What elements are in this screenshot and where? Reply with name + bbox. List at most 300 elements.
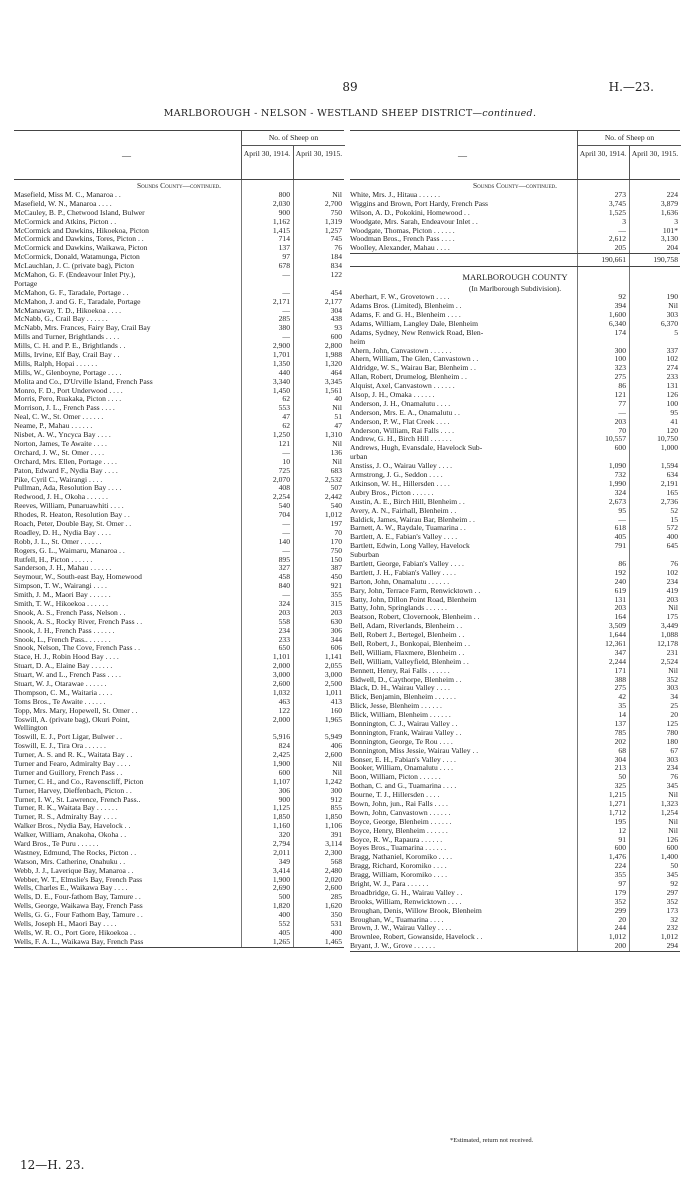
sheep-1915: 274 [666,363,678,373]
owner-name: McNabb, Mrs. Frances, Fairy Bay, Crail Bay [14,324,151,333]
table-row [14,511,344,520]
sheep-1915: 1,323 [660,799,678,808]
table-row [350,569,680,578]
sheep-1915: 122 [330,270,342,280]
sheep-1915: 2,600 [324,750,342,760]
sheep-1914: 62 [282,421,290,431]
owner-name: McCormick, Donald, Watamunga, Picton [14,253,140,262]
sheep-1915: 454 [330,287,342,297]
table-row [14,440,344,449]
owner-name: Roach, Peter, Double Bay, St. Omer . . [14,519,132,528]
right-name-column-header: — [458,151,467,161]
table-row [350,738,680,747]
sheep-1914: 1,125 [272,803,290,813]
sheep-1915: 12,178 [657,638,678,648]
table-row [14,840,344,849]
sheep-1914: 240 [614,576,626,586]
table-row [14,644,344,653]
table-row [14,502,344,511]
sheep-1914: 2,000 [272,661,290,671]
sheep-1915: 52 [670,505,678,515]
owner-name: Neal, C. W., St. Omer . . . . . . [14,413,104,422]
sheep-1914: 192 [614,567,626,577]
table-row [14,244,344,253]
sheep-1915: 50 [670,861,678,871]
owner-name: Anderson, J. H., Onamalutu . . . . [350,399,451,408]
right-year1-header: April 30, 1914. [577,146,628,179]
owner-name: Adams, F. and G. H., Blenheim . . . . [350,311,461,320]
table-row [14,280,344,289]
owner-name: Alsop, J. H., Omaka . . . . . . [350,391,435,400]
sheep-1915: 34 [670,692,678,702]
table-row [350,622,680,631]
sheep-1915: 300 [330,785,342,795]
table-row [350,453,680,462]
sheep-1915: 170 [330,536,342,546]
sheep-1915: 32 [670,914,678,924]
sheep-1915: 3,345 [324,376,342,386]
owner-name: Bragg, Richard, Koromiko . . . . [350,862,447,871]
owner-name: Anderson, William, Rai Falls . . . . [350,426,454,435]
table-row [350,498,680,507]
owner-name: Anderson, Mrs. E. A., Onamalutu . . [350,408,460,417]
sheep-1914: 791 [614,541,626,551]
sheep-1914: 2,000 [272,714,290,724]
sheep-1915: 131 [666,381,678,391]
owner-name: Masefield, Miss M. C., Manaroa . . [14,191,121,199]
table-row [350,235,680,244]
sheep-1914: 2,244 [608,656,626,666]
owner-name: Norton, James, Te Awaite . . . . [14,439,107,448]
owner-name: Wiggins and Brown, Port Hardy, French Pass [350,199,488,208]
sheep-1914: 2,673 [608,496,626,506]
table-row [350,631,680,640]
sheep-1914: 200 [614,941,626,951]
sheep-1915: 1,319 [324,216,342,226]
owner-name: Andrews, Hugh, Evansdale, Havelock Sub- [350,444,483,453]
table-row [350,693,680,702]
sheep-1914: 380 [278,323,290,333]
sheep-1915: Nil [668,816,678,826]
owner-name: Robb, J. L., St. Omer . . . . . . [14,537,102,546]
sheep-1914: 2,600 [272,678,290,688]
left-table-body [14,180,344,948]
sheep-1915: 1,141 [324,652,342,662]
sheep-1915: 1,320 [324,358,342,368]
owner-name: Adams, William, Langley Dale, Blenheim [350,319,478,328]
sheep-1914: 324 [614,487,626,497]
sheep-1915: 344 [330,634,342,644]
sheep-1915: 1,012 [660,932,678,942]
owner-name: Bartlett, J. H., Fabian's Valley . . . . [350,568,456,577]
table-row [14,342,344,351]
owner-name: Wells, Joseph H., Maori Bay . . . . [14,920,117,929]
sheep-1915: 507 [330,483,342,493]
sheep-1915: 855 [330,803,342,813]
owner-name: Turner, Harvey, Dieffenbach, Picton . . [14,786,132,795]
owner-name: Wells, George, Waikawa Bay, French Pass [14,902,143,911]
table-row [14,689,344,698]
sheep-1914: 405 [278,927,290,937]
sheep-1915: 303 [666,310,678,320]
owner-name: Sanderson, J. H., Mahau . . . . . . [14,564,112,573]
owner-name: Black, D. H., Wairau Valley . . . . [350,684,450,693]
sheep-1915: 285 [330,892,342,902]
table-row [350,720,680,729]
sheep-1915: 531 [330,919,342,929]
owner-name: Ahern, John, Canvastown . . . . . . [350,346,452,355]
table-row [350,578,680,587]
sheep-1914: 202 [614,736,626,746]
sheep-1914: 619 [614,585,626,595]
sheep-1914: 233 [278,634,290,644]
owner-name: Barton, John, Onamalutu . . . . . . [350,577,450,586]
sheep-1914: 1,250 [272,430,290,440]
owner-name: Boyce, Henry, Blenheim . . . . . . [350,826,448,835]
sheep-1915: Nil [668,603,678,613]
sheep-1915: 303 [666,683,678,693]
sheep-1914: 91 [618,834,626,844]
table-row [350,311,680,320]
owner-name: Bonnington, George, Te Rou . . . . [350,737,453,746]
table-row [14,556,344,565]
sheep-1915: 47 [334,421,342,431]
table-row [350,480,680,489]
table-row [14,929,344,938]
left-rows [14,191,344,947]
sheep-1915: 303 [666,754,678,764]
sheep-1915: 406 [330,741,342,751]
table-row [350,782,680,791]
owner-name: Masefield, W. N., Manaroa . . . . [14,199,112,208]
owner-name: Snook, Nelson, The Cove, French Pass . . [14,644,140,653]
owner-name: Toswill, E. J., Port Ligar, Bulwer . . [14,733,122,742]
sheep-1914: 895 [278,554,290,564]
owner-name: urban [350,453,368,462]
owner-name: Bragg, Nathaniel, Koromiko . . . . [350,853,453,862]
table-row [350,400,680,409]
table-row [350,667,680,676]
table-row [350,409,680,418]
owner-name: Topp, Mrs. Mary, Hopewell, St. Omer . . [14,706,138,715]
sheep-1914: 1,101 [272,652,290,662]
sheep-1914: 68 [618,745,626,755]
owner-name: Mills and Turner, Brightlands . . . . [14,333,120,342]
sheep-1915: 233 [666,372,678,382]
sheep-1915: 634 [666,470,678,480]
table-row [14,538,344,547]
owner-name: Monro, F. D., Port Underwood . . . . [14,386,123,395]
sheep-1915: 352 [666,674,678,684]
owner-name: Bonnington, Frank, Wairau Valley . . [350,728,462,737]
sheep-1914: 3,414 [272,865,290,875]
sheep-1914: 840 [278,581,290,591]
sheep-1914: 12 [618,825,626,835]
table-row [14,200,344,209]
total-1915: 190,758 [653,255,678,265]
sheep-1915: 40 [334,394,342,404]
owner-name: Adams, Sydney, New Renwick Road, Blen- [350,328,484,337]
sheep-1915: 180 [666,736,678,746]
sheep-1914: 203 [614,416,626,426]
table-row [350,711,680,720]
table-row [14,467,344,476]
sheep-1915: 350 [330,910,342,920]
sheep-1914: 1,600 [608,310,626,320]
sheep-1915: 2,177 [324,296,342,306]
sheep-1914: 600 [278,767,290,777]
right-section-heading: Sounds County—continued. [472,181,557,190]
table-row [350,889,680,898]
owner-name: Simpson, T. W., Wairangi . . . . [14,582,107,591]
sheep-1914: 725 [278,465,290,475]
table-row [14,804,344,813]
sheep-1915: 572 [666,523,678,533]
sheep-1914: 388 [614,674,626,684]
sheep-1914: 1,160 [272,821,290,831]
owner-name: Stuart, D. A., Elaine Bay . . . . . . [14,662,113,671]
table-row [14,822,344,831]
sheep-1915: 175 [666,612,678,622]
owner-name: Bell, William, Flaxmere, Blenheim . . [350,648,465,657]
owner-name: Blick, Benjamin, Blenheim . . . . . . [350,693,456,702]
sheep-1914: 900 [278,207,290,217]
owner-name: Batty, John, Dillon Point Road, Blenheim [350,595,477,604]
sheep-1915: 102 [666,354,678,364]
sheep-1915: 1,011 [325,687,342,697]
sheep-1915: 630 [330,616,342,626]
table-row [350,658,680,667]
table-row [14,591,344,600]
owner-name: Alquist, Axel, Canvastown . . . . . . [350,382,455,391]
sheep-1915: 2,191 [660,478,678,488]
owner-name: Bell, Robert, J., Bonkopai, Blenheim . . [350,639,471,648]
sheep-1914: 244 [614,923,626,933]
sheep-1914: 1,215 [608,790,626,800]
owner-name: Aubry Bros., Picton . . . . . . [350,488,434,497]
sheep-1914: — [618,407,626,417]
sheep-1915: 3,879 [660,198,678,208]
sheep-1914: — [282,518,290,528]
owner-name: McManaway, T. D., Hikoekoa . . . . [14,306,121,315]
sheep-1914: 95 [618,505,626,515]
left-table [14,130,344,948]
table-row [14,395,344,404]
sheep-1914: 179 [614,887,626,897]
sheep-1914: 77 [618,398,626,408]
table-row [14,387,344,396]
owner-name: Anstiss, J. O., Wairau Valley . . . . [350,462,453,471]
owner-name: Boyce, R. W., Rapaura . . . . . . [350,835,443,844]
sheep-1915: 25 [670,701,678,711]
owner-name: Morrison, J. L., French Pass . . . . [14,404,115,413]
sheep-1914: 600 [614,843,626,853]
owner-name: Wells, W. R. O., Port Gore, Hikoekoa . . [14,928,136,937]
sheep-1914: 1,090 [608,461,626,471]
table-row [350,844,680,853]
table-row [350,471,680,480]
sheep-1914: 785 [614,727,626,737]
sheep-1914: 100 [614,354,626,364]
sheep-1915: 419 [666,585,678,595]
right-table [350,130,680,952]
owner-name: Anderson, P. W., Flat Creek . . . . [350,417,450,426]
owner-name: Stuart, W. J., Otarawae . . . . . . [14,679,107,688]
sheep-1915: Nil [332,456,342,466]
sheep-1914: 618 [614,523,626,533]
owner-name: Brown, J. W., Wairau Valley . . . . [350,924,452,933]
owner-name: Rhodes, R. Heaton, Resolution Bay . . [14,511,130,520]
sheep-1914: 1,850 [272,812,290,822]
table-row [350,596,680,605]
owner-name: Bown, John, jun., Rai Falls . . . . [350,800,448,808]
table-row [14,724,344,733]
owner-name: Neame, P., Mahau . . . . . . [14,422,93,431]
table-row [350,209,680,218]
owner-name: McCormick and Dawkins, Hikoekoa, Picton [14,226,149,235]
county-subheading: (In Marlborough Subdivision). [468,284,562,294]
left-name-column-header: — [122,151,131,161]
owner-name: Morris, Pero, Ruakaka, Picton . . . . [14,395,122,404]
sheep-1914: 122 [278,705,290,715]
sheep-1914: 1,271 [608,799,626,808]
sheep-1915: 173 [666,905,678,915]
sheep-1914: 1,644 [608,630,626,640]
sheep-1914: — [282,305,290,315]
owner-name: Brooks, William, Renwicktown . . . . [350,897,462,906]
owner-name: Nisbet, A. W., Yncyca Bay . . . . [14,431,111,440]
sheep-1915: 315 [330,598,342,608]
owner-name: McCormick and Atkins, Picton . . [14,217,117,226]
table-row [350,524,680,533]
table-row [14,849,344,858]
table-row [350,827,680,836]
sheep-1914: 70 [618,425,626,435]
sheep-1914: 320 [278,830,290,840]
owner-name: Broughan, Denis, Willow Brook, Blenheim [350,906,482,915]
table-row [350,676,680,685]
table-row [14,760,344,769]
table-row [350,418,680,427]
owner-name: Reeves, William, Punaruawhiti . . . . [14,502,124,511]
sheep-1915: 1,620 [324,901,342,911]
owner-name: Bothan, C. and G., Tuamarina . . . . [350,782,457,791]
owner-name: Austin, A. E., Birch Hill, Blenheim . . [350,497,465,506]
sheep-1914: 714 [278,234,290,244]
owner-name: Bourne, T. J., Hillersden . . . . [350,791,440,800]
sheep-1915: 232 [666,923,678,933]
owner-name: Mills, Ralph, Hopai . . . . . . [14,359,98,368]
owner-name: Bennett, Henry, Rai Falls . . . . . . [350,666,450,675]
sheep-1915: 165 [666,487,678,497]
sheep-1914: 1,712 [608,807,626,817]
sheep-1915: 3,000 [324,670,342,680]
sheep-1915: 190 [666,292,678,302]
owner-name: Bonser, E. H., Fabian's Valley . . . . [350,755,456,764]
owner-name: Mills, C. H. and P. E., Brightlands . . [14,342,126,351]
table-row [350,907,680,916]
sheep-1914: 2,030 [272,198,290,208]
sheep-1915: 600 [330,332,342,342]
sheep-1915: 400 [330,927,342,937]
sheep-1914: 20 [618,914,626,924]
sheep-1915: 136 [330,447,342,457]
table-row [14,911,344,920]
sheep-1915: 3,130 [660,234,678,244]
table-row [350,773,680,782]
owner-name: Wastney, Edmund, The Rocks, Picton . . [14,848,137,857]
table-row [14,484,344,493]
owner-name: Bartlett, A. E., Fabian's Valley . . . . [350,533,458,542]
sheep-1914: 800 [278,190,290,199]
sheep-1914: 553 [278,403,290,413]
sheep-1915: 5 [674,327,678,337]
table-row [350,329,680,338]
sheep-1914: 3,340 [272,376,290,386]
total-1914: 190,661 [601,255,626,265]
table-row [350,649,680,658]
table-row [14,271,344,280]
sheep-1914: 3 [622,216,626,226]
owner-name: Bown, John, Canvastown . . . . . . [350,808,451,817]
sheep-1914: 10 [282,456,290,466]
sheep-1915: 2,055 [324,661,342,671]
sheep-1915: 150 [330,554,342,564]
sheep-1914: 92 [618,292,626,302]
sheep-1915: 2,480 [324,865,342,875]
owner-name: Snook, A. S., French Pass, Nelson . . [14,608,126,617]
sheep-1914: 1,701 [272,350,290,360]
sheep-1914: 2,900 [272,341,290,351]
table-row [350,729,680,738]
table-row [14,476,344,485]
table-row [14,680,344,689]
sheep-1915: 464 [330,367,342,377]
sheep-1914: 213 [614,763,626,773]
table-row [350,702,680,711]
table-row [350,200,680,209]
right-rows [350,293,680,951]
table-row [14,858,344,867]
owner-name: Turner and Guillory, French Pass . . [14,768,123,777]
sheep-1915: 76 [334,243,342,253]
sheep-1915: 67 [670,745,678,755]
owner-name: McNabb, G., Crail Bay . . . . . . [14,315,108,324]
sheep-1914: 1,820 [272,901,290,911]
table-row [14,902,344,911]
owner-name: Turner, I. W., St. Lawrence, French Pass.. [14,795,141,804]
table-row [14,333,344,342]
owner-name: Thompson, C. M., Waitaria . . . . [14,688,113,697]
sheep-1915: 400 [666,532,678,542]
owner-name: Bryant, J. W., Grove . . . . . . [350,942,436,951]
table-row [350,764,680,773]
sheep-1915: 203 [666,594,678,604]
sheep-1915: 413 [330,696,342,706]
owner-name: Batty, John, Springlands . . . . . . [350,604,447,613]
table-row [14,813,344,822]
owner-name: Bell, Robert J., Bertegel, Blenheim . . [350,631,465,640]
sheep-1914: 273 [614,190,626,199]
table-row [14,653,344,662]
sheep-1914: 408 [278,483,290,493]
owner-name: Snook, J. H., French Pass . . . . . . [14,626,115,635]
table-row [350,244,680,253]
table-row [350,427,680,436]
sheep-1914: 62 [282,394,290,404]
table-row [350,560,680,569]
sheep-1914: 650 [278,643,290,653]
